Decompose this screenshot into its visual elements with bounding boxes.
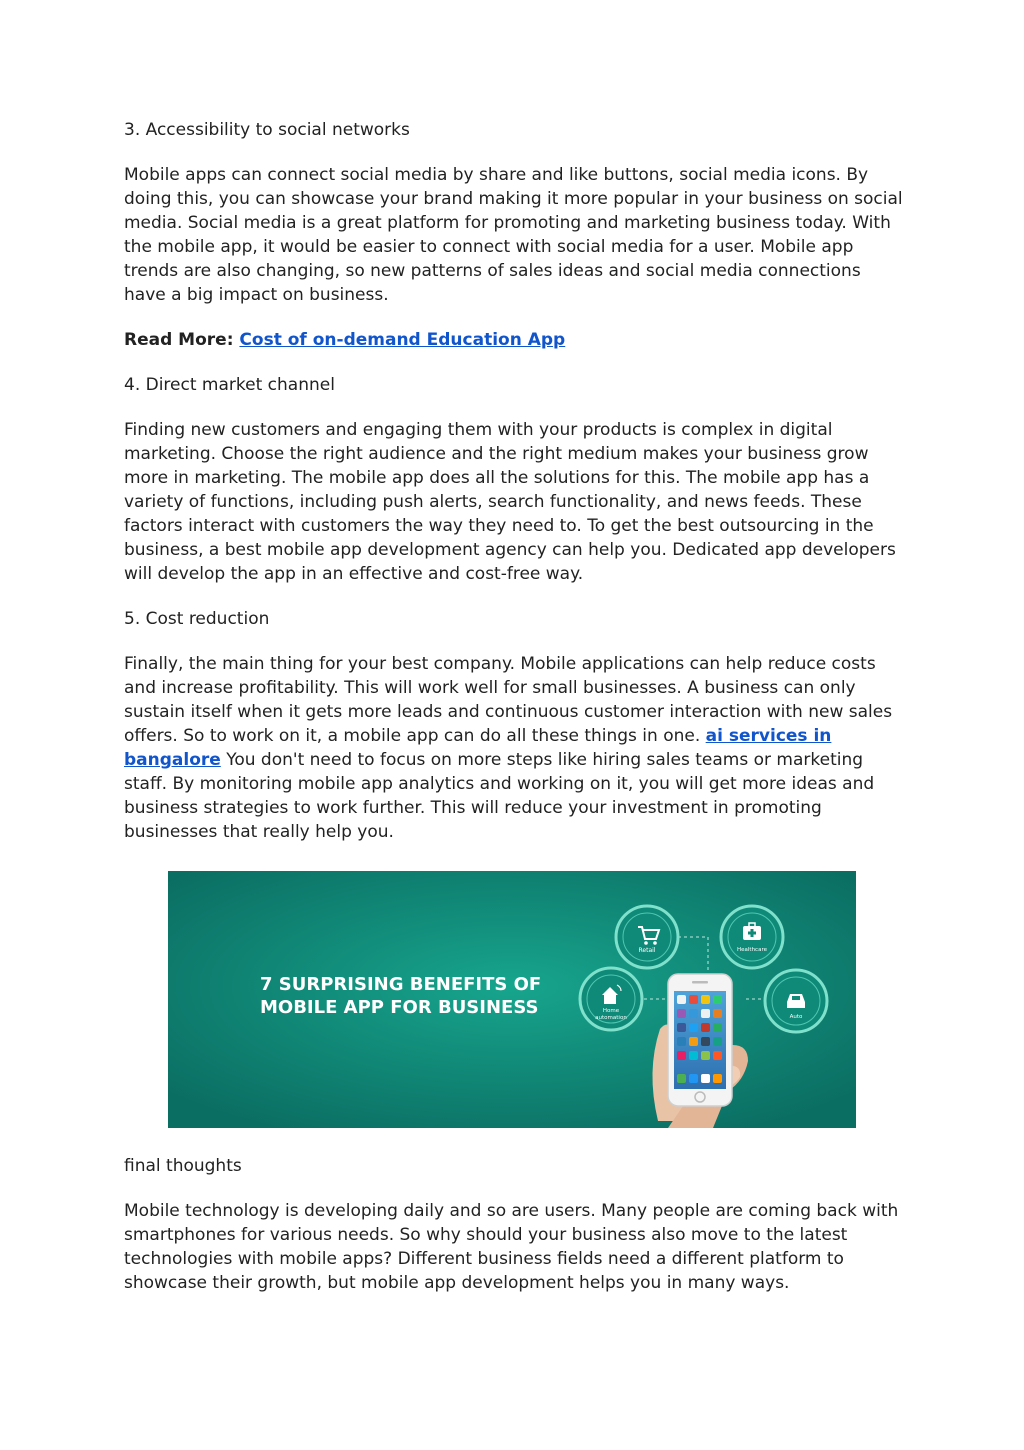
banner-title-line-1: 7 SURPRISING BENEFITS OF	[260, 974, 542, 995]
read-more-line	[124, 328, 904, 352]
section-5-body-after: You don't need to focus on more steps like hiring sales teams or marketing staff. By monitoring mobile app analytics and working on it, you will get more ideas and business strategies to work further. This will reduce your investment in promoting businesses that really help you.	[124, 750, 875, 842]
section-3-heading: 3. Accessibility to social networks	[124, 120, 410, 140]
home-automation-circle	[580, 968, 642, 1030]
auto-circle	[765, 970, 827, 1032]
healthcare-label: Healthcare	[737, 947, 767, 953]
section-4-body: Finding new customers and engaging them with your products is complex in digital marketing. Choose the right audience and the right medium makes your business grow more in marketing. The mobile app does all the solutions for this. The mobile app has a variety of functions, including push alerts, search functionality, and news feeds. These factors interact with customers the way they need to. To get the best outsourcing in the business, a best mobile app development agency can help you. Dedicated app developers will develop the app in an effective and cost-free way.	[124, 420, 896, 584]
final-section	[124, 1154, 904, 1295]
retail-label: Retail	[638, 947, 656, 954]
home-label: Home	[602, 1008, 620, 1014]
section-5-body	[124, 652, 904, 844]
banner-title-line-2: MOBILE APP FOR BUSINESS	[260, 997, 539, 1018]
section-5-heading: 5. Cost reduction	[124, 609, 270, 629]
retail-circle	[616, 906, 678, 968]
healthcare-circle	[721, 906, 783, 968]
document-body	[124, 118, 904, 844]
auto-label: Auto	[789, 1014, 803, 1020]
final-body: Mobile technology is developing daily and so are users. Many people are coming back with smartphones for various needs. So why should your business also move to the latest technologies with mobile apps? Different business fields need a different platform to showcase their growth, but mobile app development helps you in many ways.	[124, 1201, 899, 1293]
benefits-banner-image	[168, 871, 856, 1128]
education-app-link[interactable]: Cost of on-demand Education App	[239, 330, 566, 350]
section-3-body: Mobile apps can connect social media by share and like buttons, social media icons. By doing this, you can showcase your brand making it more popular in your business on social media. Social media is a great platform for promoting and marketing business today. With the mobile app, it would be easier to connect with social media for a user. Mobile app trends are also changing, so new patterns of sales ideas and social media connections have a big impact on business.	[124, 165, 903, 305]
smartphone-icon	[668, 974, 732, 1106]
section-4-heading: 4. Direct market channel	[124, 375, 335, 395]
ai-services-link[interactable]: ai services in bangalore	[124, 726, 832, 770]
automation-label: automation	[595, 1015, 627, 1021]
car-icon	[787, 994, 805, 1008]
final-heading: final thoughts	[124, 1156, 242, 1176]
read-more-label: Read More:	[124, 330, 234, 350]
section-5-body-before: Finally, the main thing for your best company. Mobile applications can help reduce costs and increase profitability. This will work well for small businesses. A business can only sustain itself when it gets more leads and continuous customer interaction with new sales offers. So to work on it, a mobile app can do all these things in one.	[124, 654, 893, 746]
